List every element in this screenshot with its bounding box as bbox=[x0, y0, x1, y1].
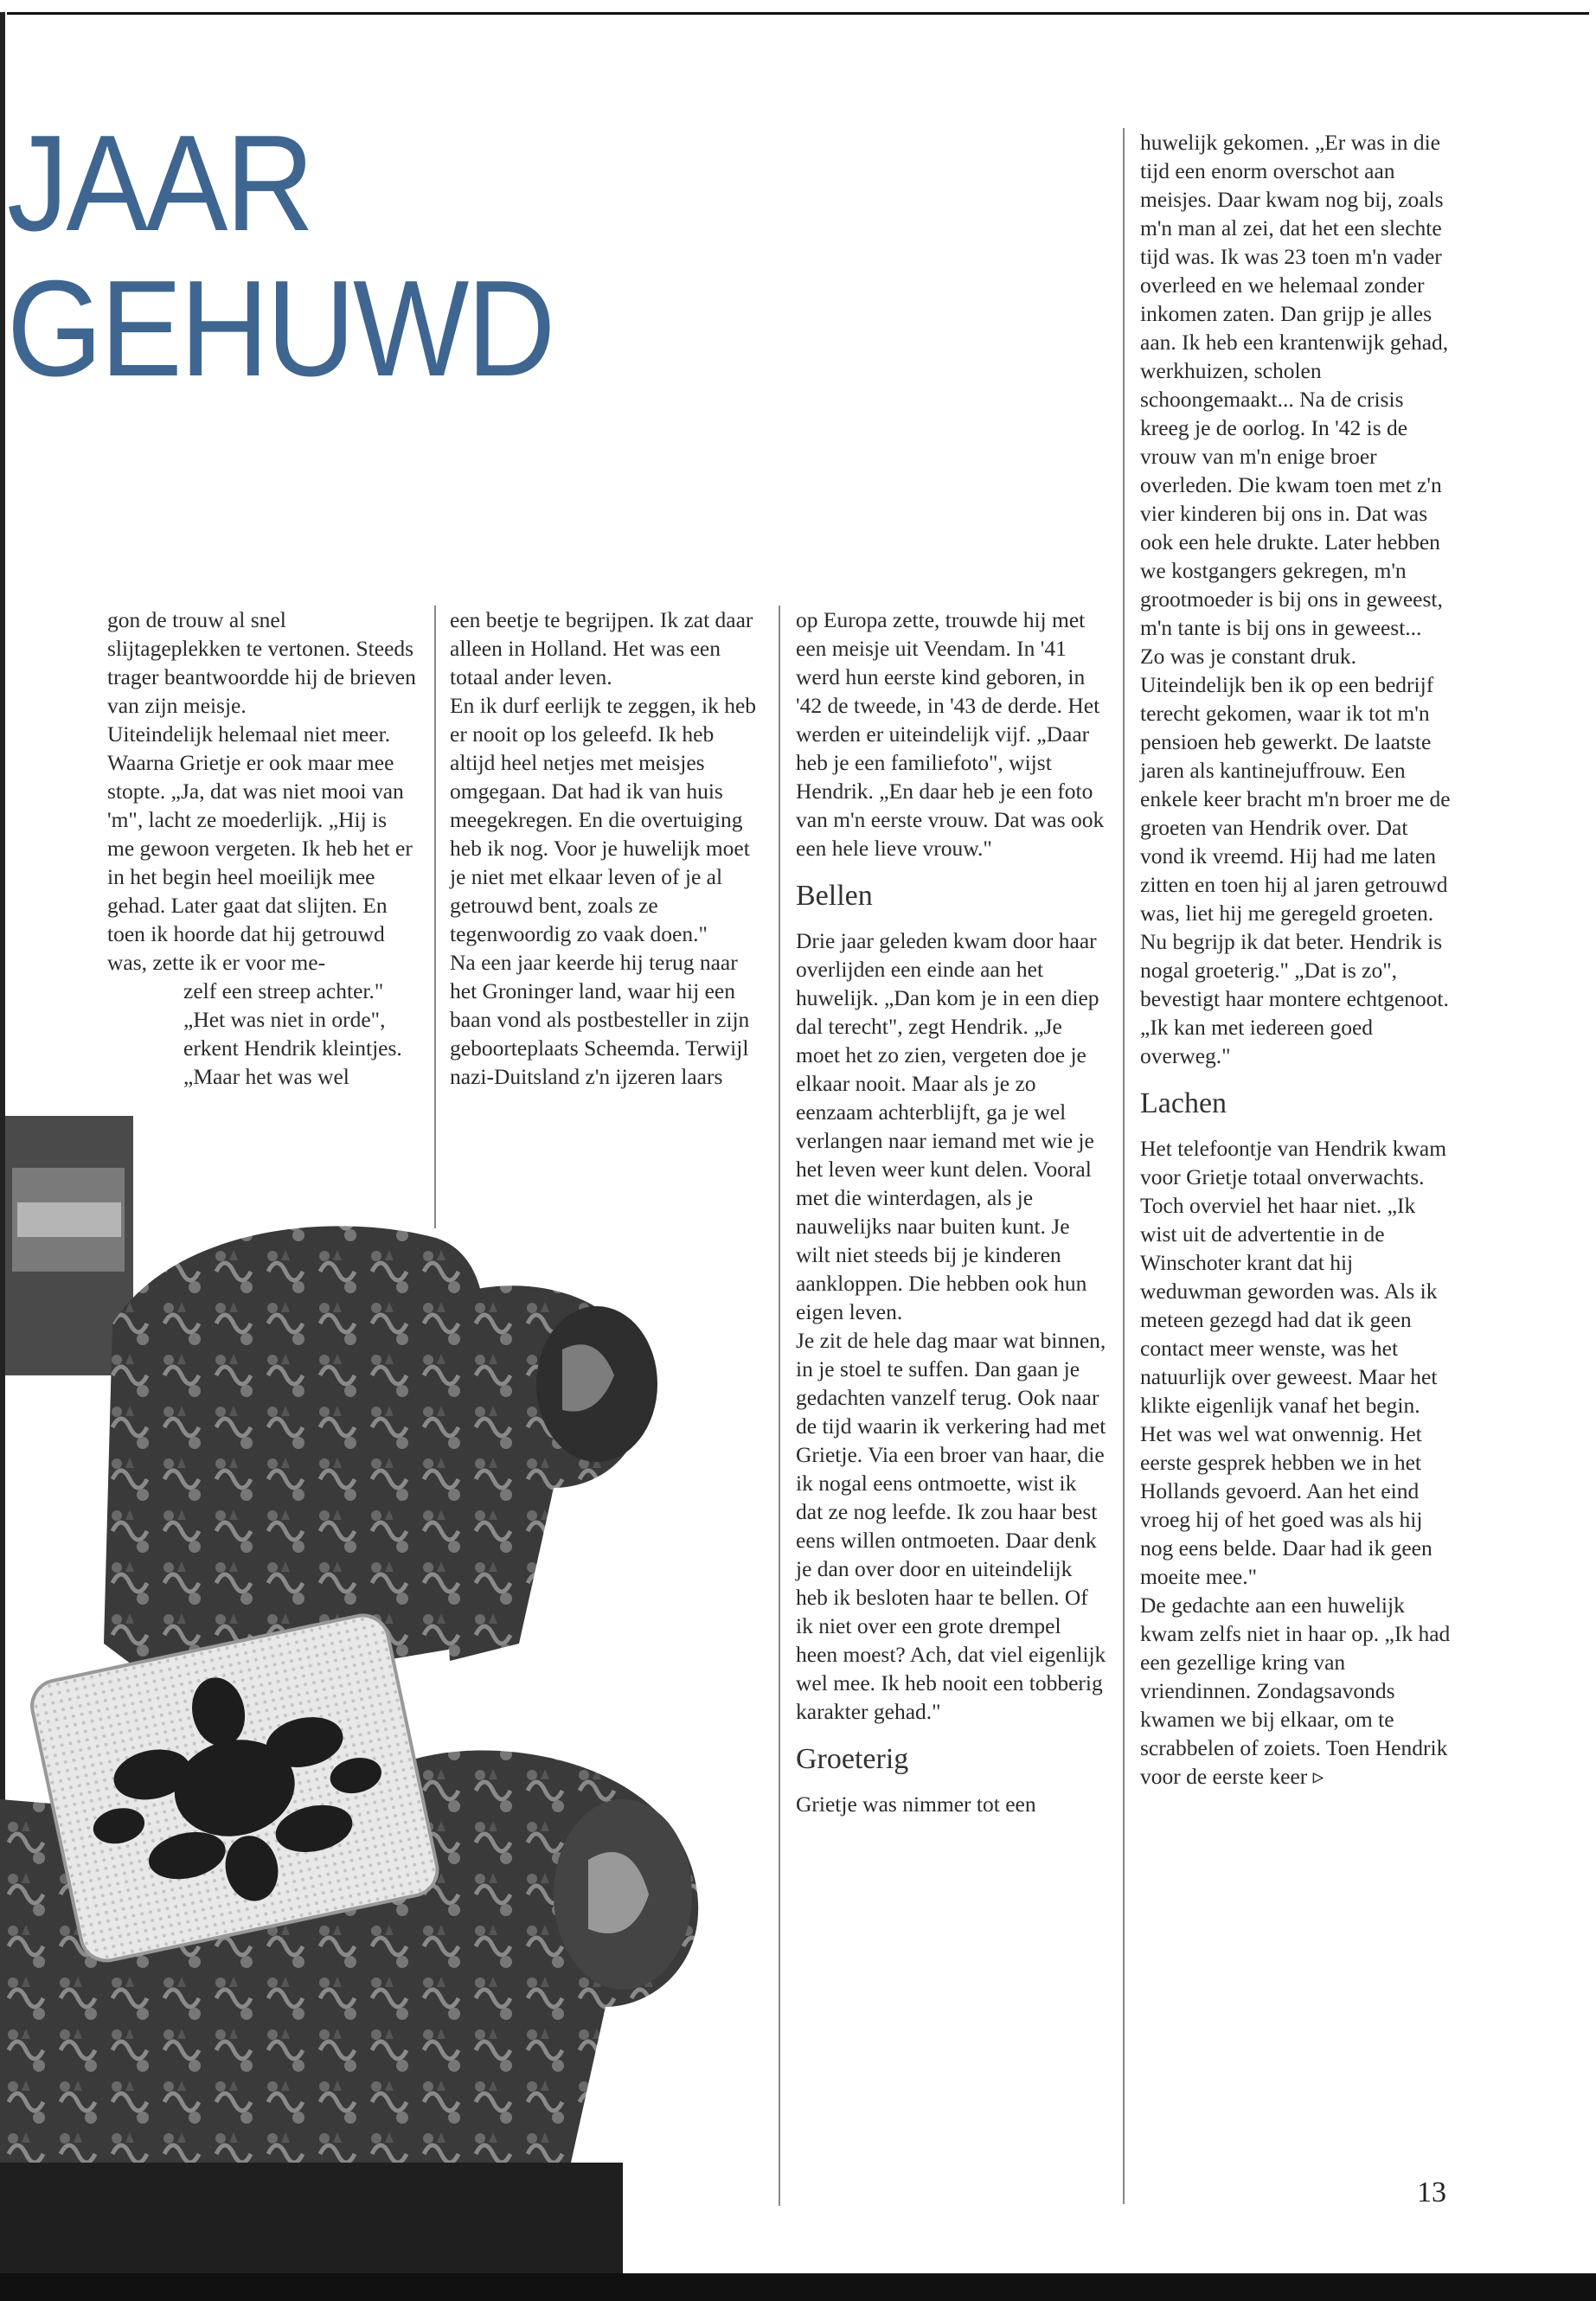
page-number: 13 bbox=[1417, 2176, 1446, 2208]
column-rule bbox=[434, 606, 436, 1228]
paragraph: op Europa zette, trouwde hij met een meisje uit Veendam. In '41 werd hun eerste kind geboren, in '42 de tweede, in '43 de derde. Het werden er uiteindelijk vijf. „Daar heb je een familiefoto", wijst Hendrik. „En daar heb je een foto van m'n eerste vrouw. Dat was ook een hele lieve vrouw." bbox=[796, 607, 1105, 861]
headline-line-2: GEHUWD bbox=[7, 253, 554, 405]
subheading-lachen: Lachen bbox=[1140, 1087, 1227, 1119]
subheading-bellen: Bellen bbox=[796, 880, 873, 912]
column-rule bbox=[779, 606, 780, 2206]
paragraph: Je zit de hele dag maar wat binnen, in je stoel te suffen. Dan gaan je gedachten vanzelf terug. Ook naar de tijd waarin ik verkering had met Grietje. Via een broer van haar, die ik nogal eens ontmoette, wist ik dat ze nog leefde. Ik zou haar best eens willen ontmoeten. Daar denk je dan over door en uiteindelijk heb ik besloten haar te bellen. Of ik niet over een grote drempel heen moest? Ach, dat viel eigenlijk wel mee. Ik heb nooit een tobberig karakter gehad." bbox=[796, 1328, 1106, 1724]
paragraph: een beetje te begrijpen. Ik zat daar alleen in Holland. Het was een totaal ander leven. bbox=[450, 607, 753, 689]
paragraph: huwelijk gekomen. „Er was in die tijd een enorm overschot aan meisjes. Daar kwam nog bij, zoals m'n man al zei, dat het een slechte tijd was. Ik was 23 toen m'n vader overleed en we helemaal zonder inkomen zaten. Dan grijp je alles aan. Ik heb een krantenwijk gehad, werkhuizen, scholen schoongemaakt... Na de crisis kreeg je de oorlog. In '42 is de vrouw van m'n enige broer overleden. Die kwam toen met z'n vier kinderen bij ons in. Dat was ook een hele drukte. Later hebben we kostgangers gekregen, m'n grootmoeder is bij ons in geweest, m'n tante is bij ons in geweest... Zo was je constant druk. bbox=[1140, 130, 1449, 669]
chair-back bbox=[104, 1226, 484, 1695]
headline-line-1: JAAR bbox=[7, 107, 312, 260]
text-column-4 bbox=[1140, 128, 1452, 1791]
text-column-3 bbox=[796, 606, 1107, 1818]
bottom-border bbox=[0, 2273, 1596, 2301]
paragraph: zelf een streep achter." bbox=[183, 978, 384, 1003]
paragraph: En ik durf eerlijk te zeggen, ik heb er nooit op los geleefd. Ik heb altijd heel netjes met meisjes omgegaan. Dat had ik van huis meegekregen. En die overtuiging heb ik nog. Voor je huwelijk moet je niet met elkaar leven of je al getrouwd bent, zoals ze tegenwoordig zo vaak doen." bbox=[450, 693, 757, 946]
text-column-1 bbox=[107, 606, 419, 1091]
armchair-photo bbox=[0, 1038, 761, 2273]
top-border bbox=[7, 12, 1589, 15]
paragraph: Na een jaar keerde hij terug naar het Groninger land, waar hij een baan vond als postbesteller in zijn geboorteplaats Scheemda. Terwijl nazi-Duitsland z'n ijzeren laars bbox=[450, 950, 750, 1089]
paragraph: Drie jaar geleden kwam door haar overlijden een einde aan het huwelijk. „Dan kom je in een diep dal terecht", zegt Hendrik. „Je moet het zo zien, vergeten doe je elkaar nooit. Maar als je zo eenzaam achterblijft, ga je wel verlangen naar iemand met wie je het leven weer kunt delen. Vooral met die winterdagen, als je nauwelijks naar buiten kunt. Je wilt niet steeds bij je kinderen aankloppen. Die hebben ook hun eigen leven. bbox=[796, 928, 1099, 1324]
paragraph: De gedachte aan een huwelijk kwam zelfs niet in haar op. „Ik had een gezellige kring van vriendinnen. Zondagsavonds kwamen we bij elkaar, om te scrabbelen of zoiets. Toen Hendrik voor de eerste keer ▹ bbox=[1140, 1593, 1451, 1789]
headline bbox=[7, 107, 554, 405]
paragraph: „Het was niet in orde", erkent Hendrik kleintjes. „Maar het was wel bbox=[183, 1007, 402, 1089]
paragraph: Uiteindelijk helemaal niet meer. Waarna Grietje er ook maar mee stopte. „Ja, dat was niet mooi van 'm", lacht ze moederlijk. „Hij is me gewoon vergeten. Ik heb het er in het begin heel moeilijk mee gehad. Later gaat dat slijten. En toen ik hoorde dat hij getrouwd was, zette ik er voor me- bbox=[107, 721, 413, 975]
subheading-groeterig: Groeterig bbox=[796, 1743, 909, 1775]
paragraph: Uiteindelijk ben ik op een bedrijf terecht gekomen, waar ik tot m'n pensioen heb gewerkt. De laatste jaren als kantinejuffrouw. Een enkele keer bracht m'n broer me de groeten van Hendrik over. Dat vond ik vreemd. Hij had me laten zitten en toen hij al jaren getrouwd was, liet hij me geregeld groeten. Nu begrijp ik dat beter. Hendrik is nogal groeterig." „Dat is zo", bevestigt haar montere echtgenoot. „Ik kan met iedereen goed overweg." bbox=[1140, 672, 1451, 1068]
paragraph: Het telefoontje van Hendrik kwam voor Grietje totaal onverwachts. Toch overviel het haar niet. „Ik wist uit de advertentie in de Winschoter krant dat hij weduwman geworden was. Als ik meteen gezegd had dat ik geen contact meer wenste, was het natuurlijk over geweest. Maar het klikte eigenlijk vanaf het begin. Het was wel wat onwennig. Het eerste gesprek hebben we in het Hollands gevoerd. Aan het eind vroeg hij of het goed was als hij nog eens belde. Daar had ik geen moeite mee." bbox=[1140, 1136, 1447, 1589]
column-rule bbox=[1123, 128, 1125, 2204]
paragraph: Grietje was nimmer tot een bbox=[796, 1791, 1036, 1817]
paragraph: gon de trouw al snel slijtageplekken te vertonen. Steeds trager beantwoordde hij de brieven van zijn meisje. bbox=[107, 607, 416, 718]
text-column-2 bbox=[450, 606, 761, 1091]
